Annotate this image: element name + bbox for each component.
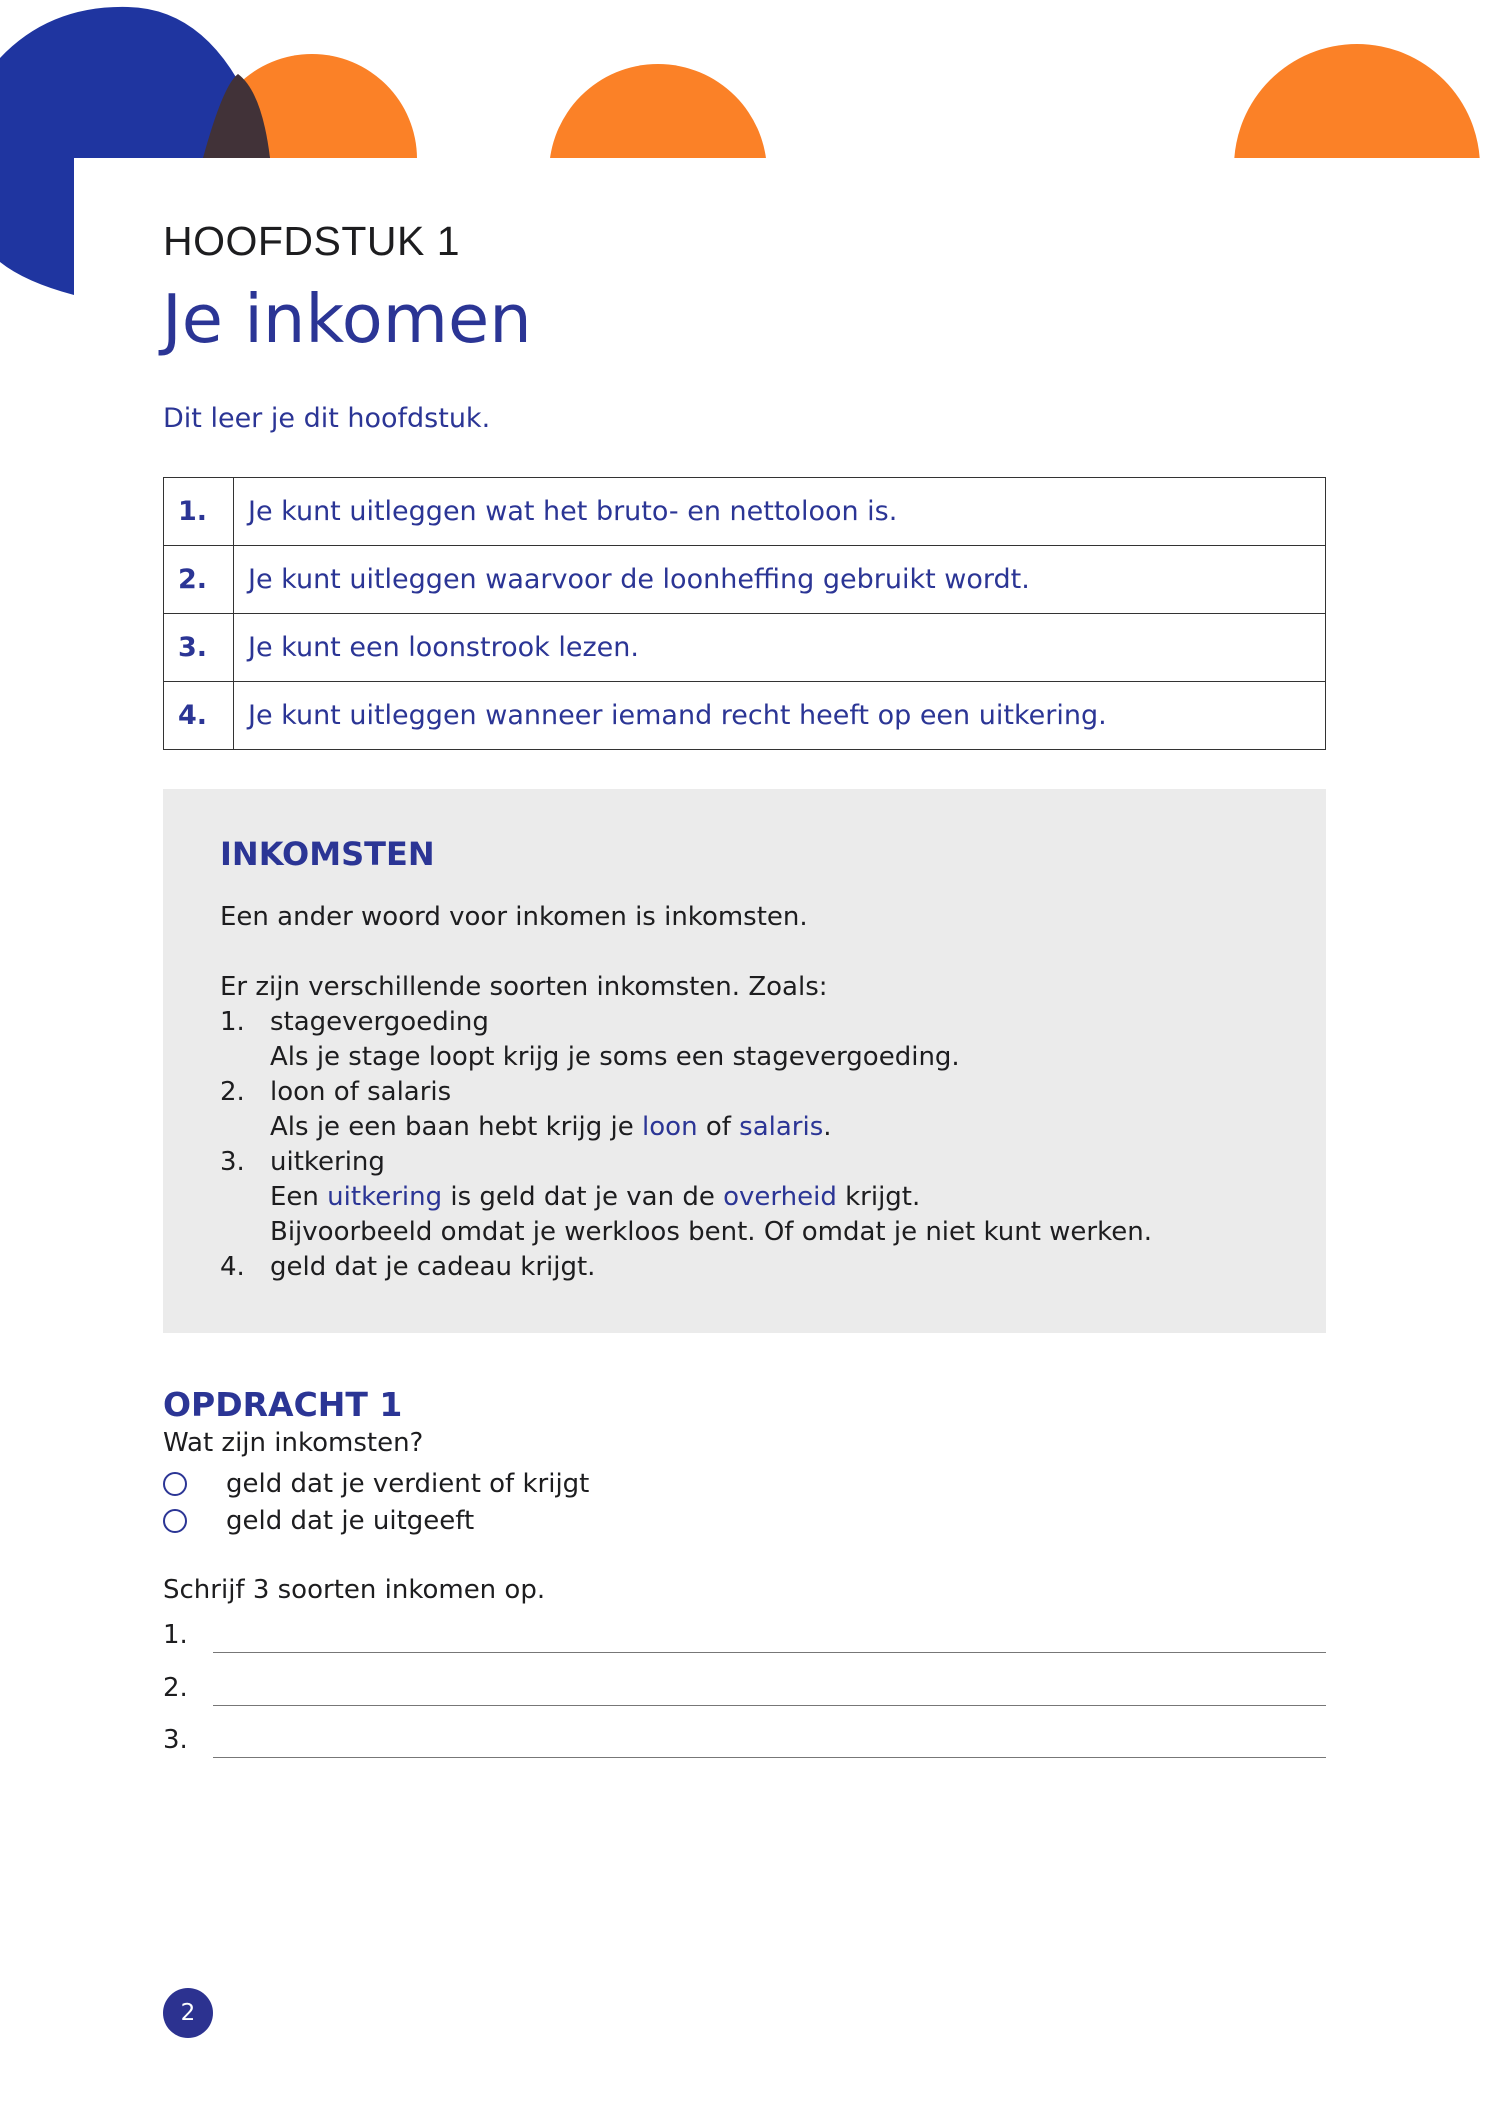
answer-line-3[interactable] xyxy=(213,1757,1326,1758)
keyword-loon: loon xyxy=(642,1112,698,1142)
list-item-number: 1. xyxy=(220,1007,245,1037)
answer-line-number: 2. xyxy=(163,1673,188,1703)
keyword-overheid: overheid xyxy=(723,1182,837,1212)
option-label: geld dat je verdient of krijgt xyxy=(226,1469,590,1499)
assignment-title: OPDRACHT 1 xyxy=(163,1385,403,1424)
list-item-number: 2. xyxy=(220,1077,245,1107)
goal-number: 2. xyxy=(164,546,234,614)
orange-semicircle-right xyxy=(1234,44,1480,290)
table-row xyxy=(164,478,1326,546)
goal-number: 3. xyxy=(164,614,234,682)
keyword-salaris: salaris xyxy=(739,1112,824,1142)
list-item-label: loon of salaris xyxy=(270,1077,452,1107)
assignment-question: Wat zijn inkomsten? xyxy=(163,1428,424,1458)
radio-button[interactable] xyxy=(163,1472,187,1496)
table-row xyxy=(164,614,1326,682)
list-item-description: Als je stage loopt krijg je soms een stagevergoeding. xyxy=(270,1042,960,1072)
page-title: Je inkomen xyxy=(162,280,532,358)
learning-goals-table xyxy=(163,477,1326,750)
answer-line-row xyxy=(163,1620,1326,1654)
list-item-number: 4. xyxy=(220,1252,245,1282)
goal-number: 1. xyxy=(164,478,234,546)
info-box-intro: Een ander woord voor inkomen is inkomsten. xyxy=(220,902,808,932)
goal-text: Je kunt uitleggen waarvoor de loonheffing gebruikt wordt. xyxy=(234,546,1326,614)
info-box-inkomsten xyxy=(163,789,1326,1333)
chapter-label: HOOFDSTUK 1 xyxy=(163,218,461,264)
list-item-description: Als je een baan hebt krijg je loon of salaris. xyxy=(270,1112,832,1142)
write-prompt: Schrijf 3 soorten inkomen op. xyxy=(163,1575,546,1605)
list-item-description-extra: Bijvoorbeeld omdat je werkloos bent. Of omdat je niet kunt werken. xyxy=(270,1217,1152,1247)
list-item-label: geld dat je cadeau krijgt. xyxy=(270,1252,596,1282)
table-row xyxy=(164,546,1326,614)
radio-button[interactable] xyxy=(163,1509,187,1533)
info-box-title: INKOMSTEN xyxy=(220,835,435,873)
answer-line-number: 1. xyxy=(163,1620,188,1650)
table-row xyxy=(164,682,1326,750)
answer-line-2[interactable] xyxy=(213,1705,1326,1706)
answer-line-row xyxy=(163,1673,1326,1707)
orange-semicircle-center xyxy=(549,64,767,282)
answer-option-1[interactable] xyxy=(163,1469,589,1499)
goal-text: Je kunt uitleggen wat het bruto- en nettoloon is. xyxy=(234,478,1326,546)
learning-goals-intro: Dit leer je dit hoofdstuk. xyxy=(163,403,491,434)
answer-line-1[interactable] xyxy=(213,1652,1326,1653)
info-box-lead: Er zijn verschillende soorten inkomsten. Zoals: xyxy=(220,972,828,1002)
page-number-badge: 2 xyxy=(163,1988,213,2038)
keyword-uitkering: uitkering xyxy=(327,1182,443,1212)
list-item-label: stagevergoeding xyxy=(270,1007,489,1037)
answer-line-row xyxy=(163,1725,1326,1759)
list-item-number: 3. xyxy=(220,1147,245,1177)
goal-text: Je kunt een loonstrook lezen. xyxy=(234,614,1326,682)
goal-text: Je kunt uitleggen wanneer iemand recht heeft op een uitkering. xyxy=(234,682,1326,750)
answer-option-2[interactable] xyxy=(163,1506,474,1536)
answer-line-number: 3. xyxy=(163,1725,188,1755)
list-item-label: uitkering xyxy=(270,1147,385,1177)
option-label: geld dat je uitgeeft xyxy=(226,1506,475,1536)
goal-number: 4. xyxy=(164,682,234,750)
list-item-description: Een uitkering is geld dat je van de overheid krijgt. xyxy=(270,1182,921,1212)
